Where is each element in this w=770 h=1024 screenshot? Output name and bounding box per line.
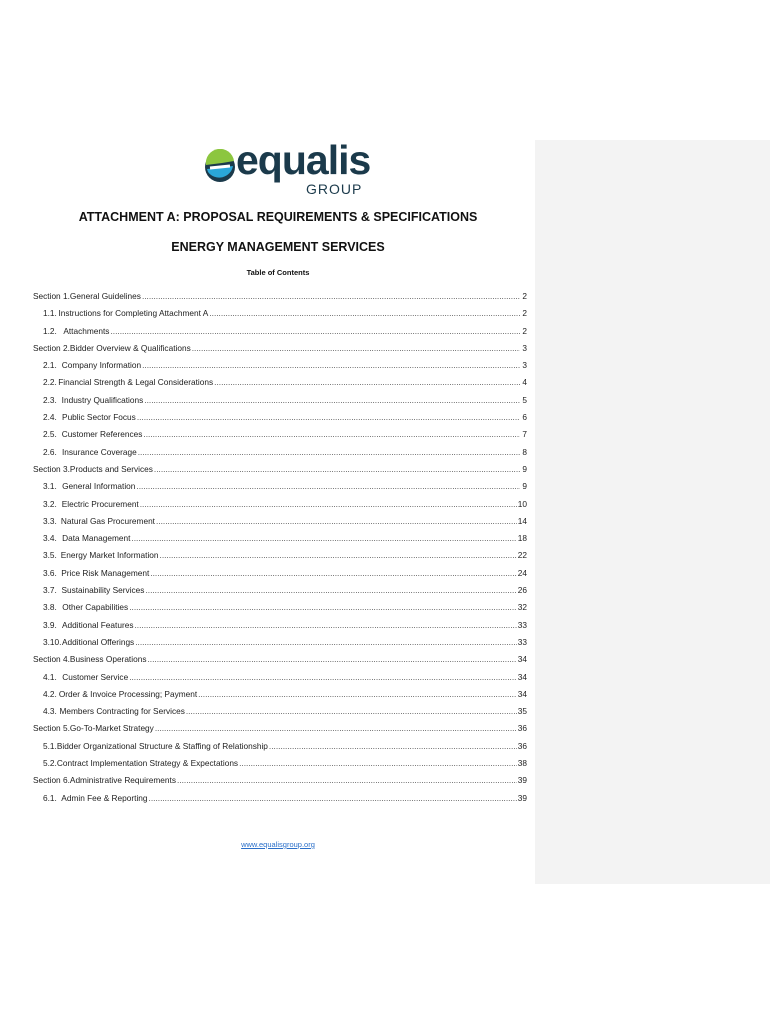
- toc-entry[interactable]: [33, 499, 527, 516]
- toc-entry[interactable]: [33, 741, 527, 758]
- toc-entry-label: Business Operations: [69, 654, 147, 665]
- toc-entry-page: 4: [522, 377, 527, 388]
- toc-entry-label: Additional Offerings: [61, 636, 135, 647]
- toc-entry[interactable]: [33, 723, 527, 740]
- toc-entry-page: 33: [517, 636, 527, 647]
- table-of-contents: [33, 291, 527, 810]
- toc-entry-number: 1.2.: [43, 325, 57, 336]
- toc-dot-leader: [214, 377, 520, 387]
- toc-dot-leader: [198, 689, 517, 699]
- toc-dot-leader: [192, 343, 520, 353]
- toc-entry-number: 4.2.: [43, 688, 57, 699]
- toc-entry-label: Admin Fee & Reporting: [61, 792, 148, 803]
- toc-entry-label: Data Management: [62, 533, 131, 544]
- toc-entry-page: 2: [522, 291, 527, 301]
- toc-entry-label: Customer References: [61, 429, 143, 440]
- toc-entry-page: 2: [522, 325, 527, 336]
- toc-entry-label: Members Contracting for Services: [59, 706, 185, 717]
- toc-entry-label: Bidder Organizational Structure & Staffing of Relationship: [56, 740, 268, 751]
- toc-entry-number: 3.5.: [43, 550, 57, 561]
- toc-entry[interactable]: [33, 291, 527, 308]
- toc-dot-leader: [138, 447, 520, 457]
- document-title: ATTACHMENT A: PROPOSAL REQUIREMENTS & SPECIFICATIONS: [78, 210, 478, 224]
- toc-entry[interactable]: [33, 326, 527, 343]
- toc-dot-leader: [136, 481, 520, 491]
- toc-dot-leader: [142, 360, 520, 370]
- toc-entry[interactable]: [33, 533, 527, 550]
- toc-entry-label: Bidder Overview & Qualifications: [69, 342, 191, 353]
- toc-entry-label: Instructions for Completing Attachment A: [58, 308, 209, 319]
- toc-entry-page: 38: [517, 758, 527, 769]
- toc-entry-page: 22: [517, 550, 527, 561]
- toc-dot-leader: [129, 672, 517, 682]
- toc-entry-page: 32: [517, 602, 527, 613]
- toc-entry-number: 5.1.: [43, 740, 57, 751]
- toc-entry-number: 3.9.: [43, 619, 57, 630]
- toc-dot-leader: [186, 706, 517, 716]
- toc-entry-page: 39: [517, 792, 527, 803]
- toc-entry[interactable]: [33, 377, 527, 394]
- toc-entry-label: Energy Market Information: [60, 550, 159, 561]
- toc-entry-number: 6.1.: [43, 792, 57, 803]
- document-subtitle: ENERGY MANAGEMENT SERVICES: [171, 240, 385, 254]
- toc-entry-number: 1.1.: [43, 308, 57, 319]
- toc-entry-page: 34: [517, 688, 527, 699]
- toc-entry[interactable]: [33, 343, 527, 360]
- toc-entry-number: 3.6.: [43, 567, 57, 578]
- toc-entry-label: Financial Strength & Legal Considerations: [58, 377, 214, 388]
- toc-entry-number: Section 4.: [33, 654, 70, 665]
- toc-dot-leader: [143, 429, 520, 439]
- toc-entry-page: 35: [517, 706, 527, 717]
- toc-entry-label: Industry Qualifications: [61, 394, 144, 405]
- toc-entry-label: Order & Invoice Processing; Payment: [58, 688, 198, 699]
- toc-entry[interactable]: [33, 758, 527, 775]
- toc-entry-number: 2.1.: [43, 360, 57, 371]
- toc-entry-number: 2.3.: [43, 394, 57, 405]
- toc-entry[interactable]: [33, 672, 527, 689]
- toc-dot-leader: [155, 723, 517, 733]
- toc-entry-label: Insurance Coverage: [61, 446, 137, 457]
- toc-entry-label: Price Risk Management: [61, 567, 150, 578]
- toc-entry-page: 33: [517, 619, 527, 630]
- toc-entry-page: 14: [517, 515, 527, 526]
- logo-sub-text: GROUP: [306, 181, 363, 197]
- toc-dot-leader: [142, 291, 520, 301]
- toc-entry-page: 2: [522, 308, 527, 319]
- toc-entry[interactable]: [33, 464, 527, 481]
- toc-entry-label: Natural Gas Procurement: [60, 515, 155, 526]
- toc-entry[interactable]: [33, 447, 527, 464]
- toc-entry-number: 4.1.: [43, 671, 57, 682]
- toc-dot-leader: [134, 620, 516, 630]
- toc-entry[interactable]: [33, 568, 527, 585]
- toc-entry-page: 18: [517, 533, 527, 544]
- toc-entry[interactable]: [33, 689, 527, 706]
- toc-entry[interactable]: [33, 585, 527, 602]
- toc-entry[interactable]: [33, 706, 527, 723]
- toc-dot-leader: [149, 793, 517, 803]
- equalis-logo-icon: [202, 149, 238, 185]
- toc-dot-leader: [177, 775, 517, 785]
- toc-entry-label: Electric Procurement: [61, 498, 139, 509]
- toc-entry-label: Sustainability Services: [61, 585, 145, 596]
- toc-entry[interactable]: [33, 654, 527, 671]
- toc-dot-leader: [150, 568, 516, 578]
- toc-dot-leader: [156, 516, 517, 526]
- toc-entry-number: 2.4.: [43, 412, 57, 423]
- logo-brand-text: equalis: [236, 137, 371, 183]
- toc-entry-number: Section 5.: [33, 723, 70, 734]
- website-link[interactable]: www.equalisgroup.org: [241, 840, 315, 849]
- toc-dot-leader: [160, 550, 517, 560]
- toc-entry-page: 36: [517, 723, 527, 734]
- toc-entry-page: 36: [517, 740, 527, 751]
- toc-entry-number: Section 3.: [33, 463, 70, 474]
- toc-dot-leader: [131, 533, 516, 543]
- toc-entry[interactable]: [33, 481, 527, 498]
- toc-entry-number: Section 6.: [33, 775, 70, 786]
- toc-entry-page: 5: [522, 394, 527, 405]
- toc-entry-page: 3: [522, 360, 527, 371]
- toc-entry-page: 3: [522, 342, 527, 353]
- toc-entry[interactable]: [33, 550, 527, 567]
- toc-entry-number: 3.3.: [43, 515, 57, 526]
- toc-entry[interactable]: [33, 308, 527, 325]
- toc-entry[interactable]: [33, 793, 527, 810]
- toc-entry-page: 9: [522, 481, 527, 492]
- toc-entry[interactable]: [33, 775, 527, 792]
- toc-dot-leader: [269, 741, 517, 751]
- toc-dot-leader: [137, 412, 520, 422]
- toc-entry-page: 8: [522, 446, 527, 457]
- toc-entry[interactable]: [33, 395, 527, 412]
- toc-entry-page: 39: [517, 775, 527, 786]
- toc-dot-leader: [140, 499, 517, 509]
- comment-pane: [535, 140, 770, 884]
- toc-dot-leader: [239, 758, 517, 768]
- toc-entry-number: 3.7.: [43, 585, 57, 596]
- toc-entry-page: 34: [517, 654, 527, 665]
- toc-entry-page: 6: [522, 412, 527, 423]
- toc-entry-number: 3.2.: [43, 498, 57, 509]
- toc-entry-number: 2.5.: [43, 429, 57, 440]
- equalis-logo: [202, 137, 371, 199]
- toc-dot-leader: [110, 326, 520, 336]
- toc-dot-leader: [147, 654, 516, 664]
- toc-entry[interactable]: [33, 602, 527, 619]
- toc-entry-label: Company Information: [61, 360, 142, 371]
- toc-entry-label: Customer Service: [62, 671, 129, 682]
- toc-entry-number: 2.6.: [43, 446, 57, 457]
- toc-entry-page: 26: [517, 585, 527, 596]
- toc-entry-page: 9: [522, 463, 527, 474]
- toc-entry-number: 3.10.: [43, 636, 62, 647]
- toc-entry-page: 7: [522, 429, 527, 440]
- toc-entry-label: Attachments: [63, 325, 110, 336]
- toc-entry-number: 5.2.: [43, 758, 57, 769]
- toc-entry-label: General Guidelines: [69, 291, 141, 301]
- toc-entry-label: General Information: [62, 481, 136, 492]
- toc-entry[interactable]: [33, 412, 527, 429]
- toc-entry-number: 4.3.: [43, 706, 57, 717]
- toc-entry-page: 24: [517, 567, 527, 578]
- toc-dot-leader: [135, 637, 517, 647]
- toc-entry-number: 3.8.: [43, 602, 57, 613]
- toc-entry[interactable]: [33, 637, 527, 654]
- toc-entry-page: 10: [517, 498, 527, 509]
- toc-entry-label: Contract Implementation Strategy & Expectations: [56, 758, 239, 769]
- toc-dot-leader: [129, 602, 517, 612]
- toc-entry-number: 2.2.: [43, 377, 57, 388]
- toc-entry[interactable]: [33, 516, 527, 533]
- toc-dot-leader: [154, 464, 520, 474]
- toc-dot-leader: [144, 395, 520, 405]
- toc-entry[interactable]: [33, 429, 527, 446]
- toc-entry-number: 3.4.: [43, 533, 57, 544]
- toc-entry-label: Go-To-Market Strategy: [69, 723, 154, 734]
- toc-entry-label: Administrative Requirements: [69, 775, 176, 786]
- toc-dot-leader: [209, 308, 520, 318]
- toc-entry-label: Additional Features: [61, 619, 134, 630]
- toc-dot-leader: [145, 585, 516, 595]
- toc-entry-number: 3.1.: [43, 481, 57, 492]
- toc-entry-number: Section 2.: [33, 342, 70, 353]
- toc-entry[interactable]: [33, 360, 527, 377]
- toc-entry-label: Other Capabilities: [62, 602, 129, 613]
- toc-entry-label: Public Sector Focus: [62, 412, 136, 423]
- toc-heading: Table of Contents: [246, 268, 310, 277]
- toc-entry[interactable]: [33, 620, 527, 637]
- toc-entry-page: 34: [517, 671, 527, 682]
- toc-entry-number: Section 1.: [33, 291, 70, 301]
- toc-entry-label: Products and Services: [69, 463, 153, 474]
